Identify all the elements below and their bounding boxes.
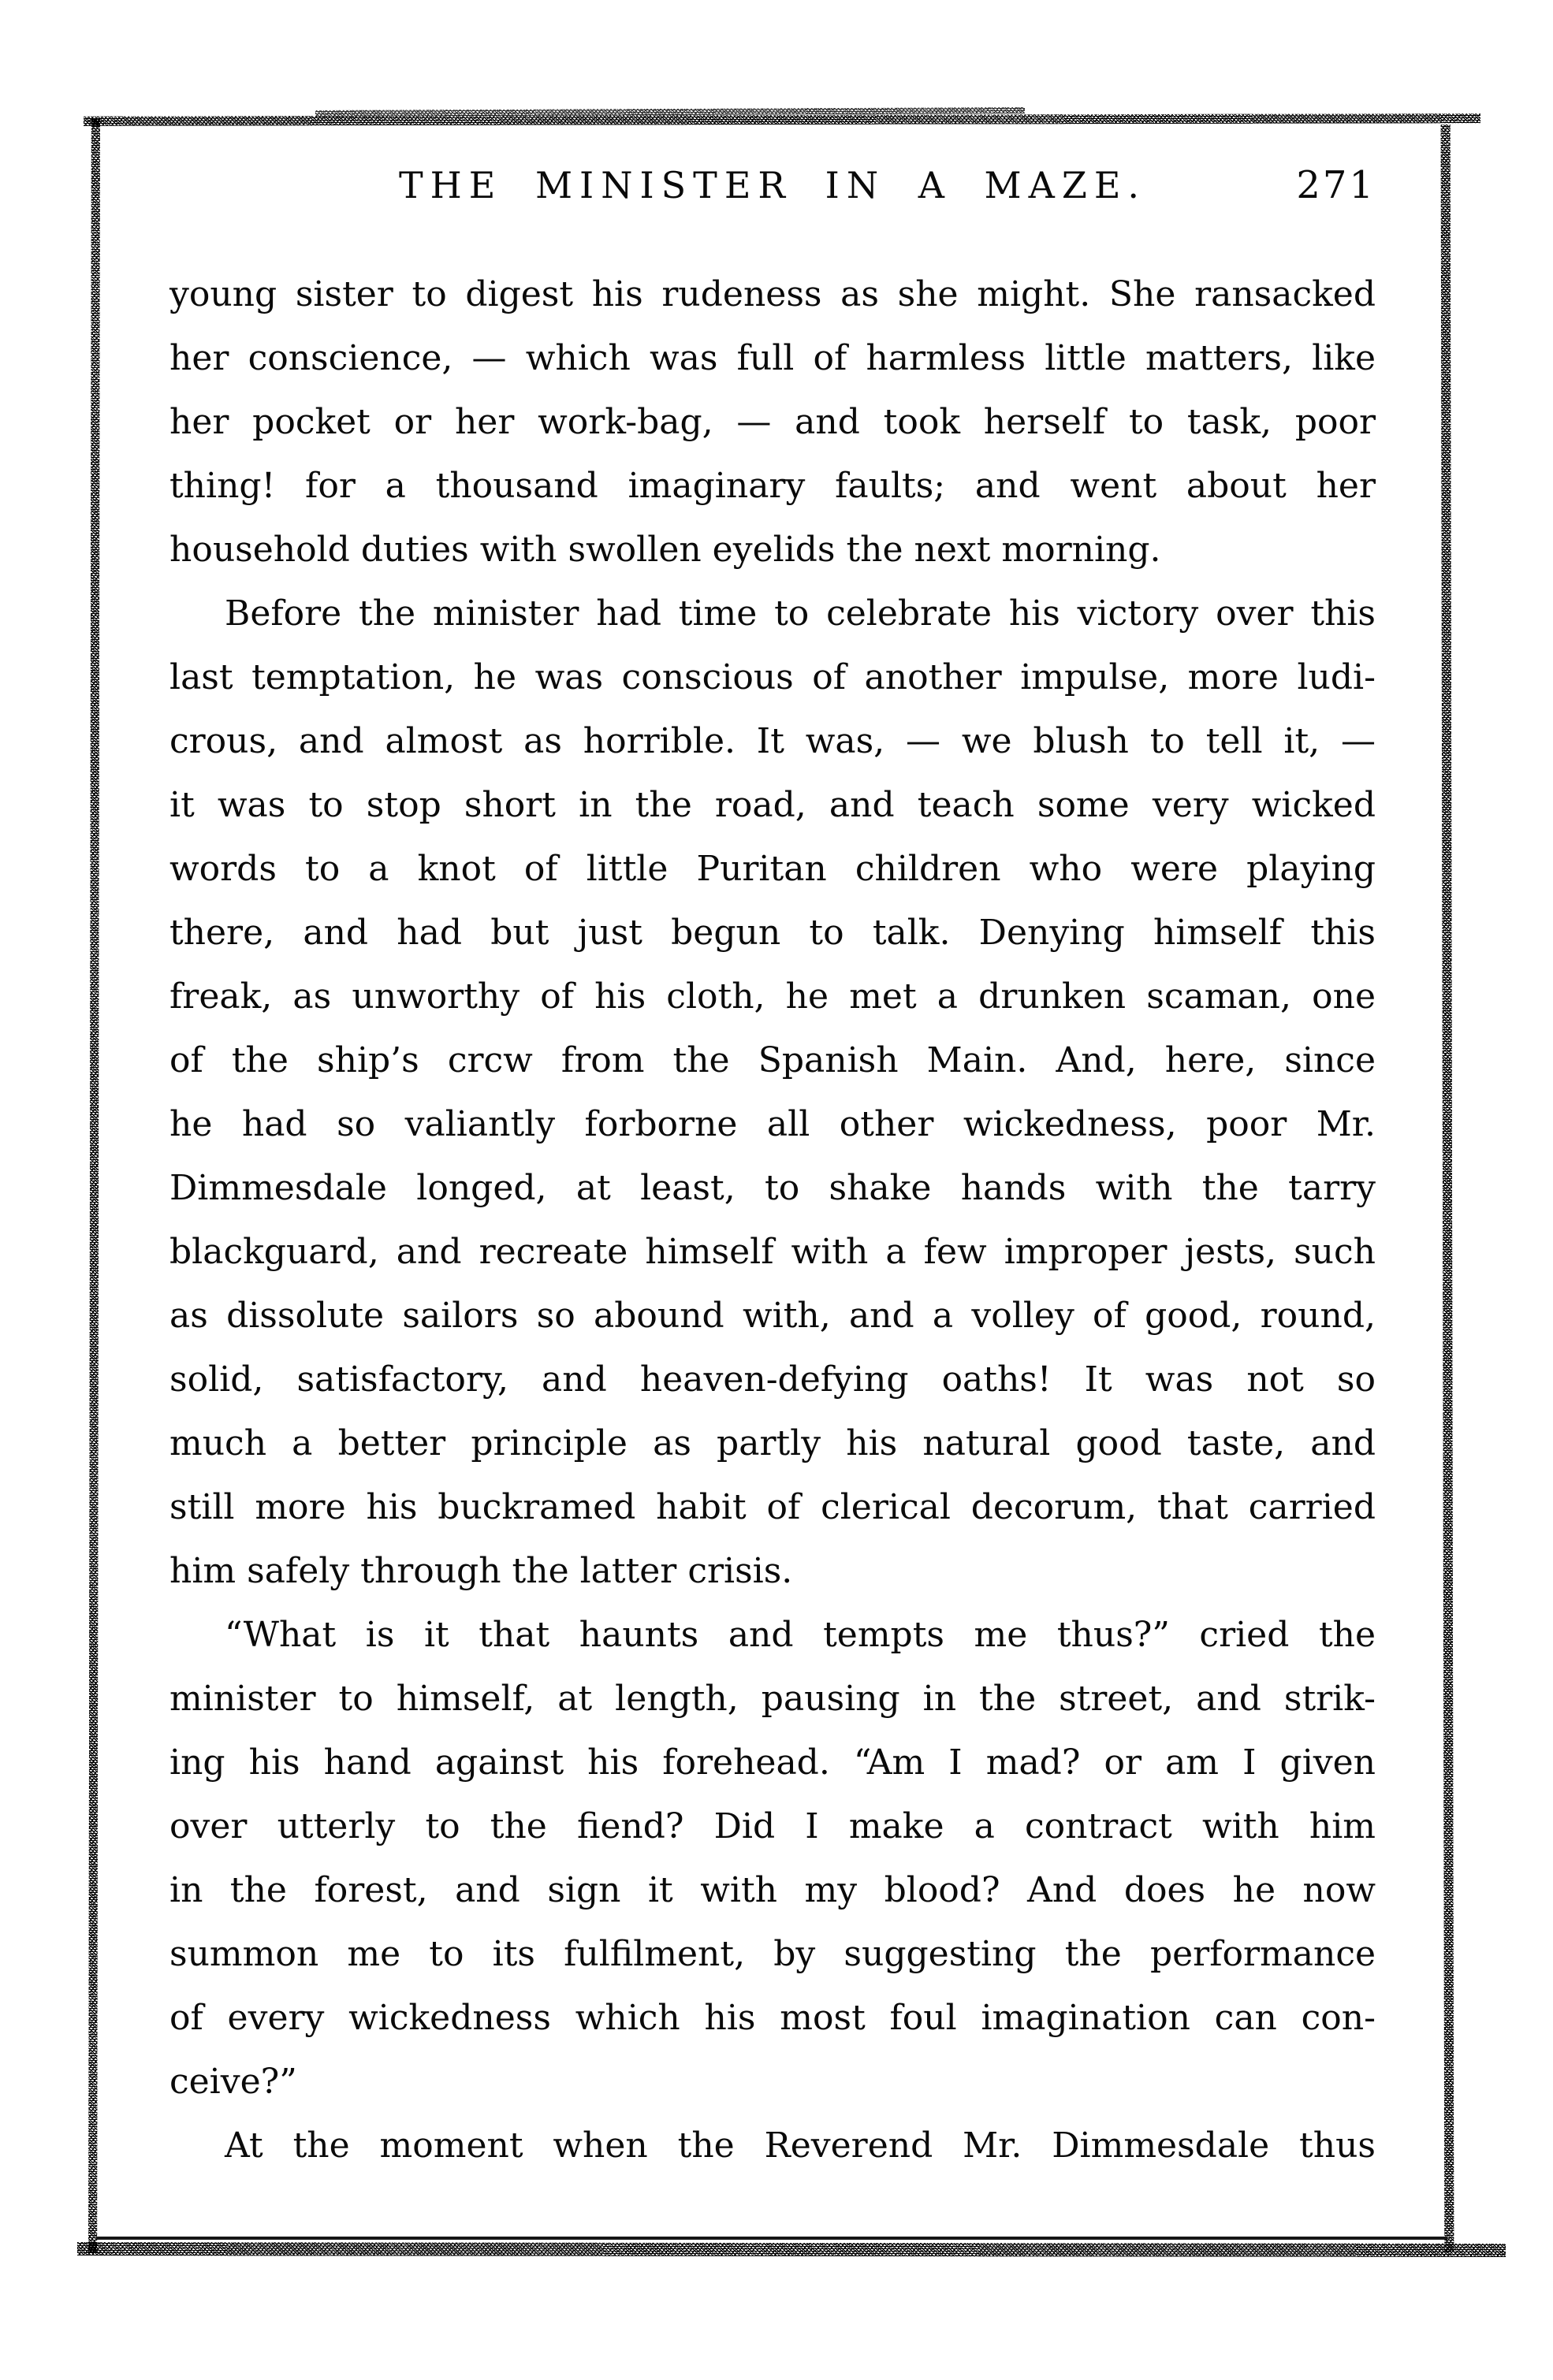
text-line: young sister to digest his rudeness as she might. She ransacked	[169, 274, 1376, 314]
text-line: ing his hand against his forehead. “Am I mad? or am I given	[169, 1742, 1376, 1783]
page-border-right	[1441, 125, 1454, 2252]
page-edge-shadow-bottom	[77, 2242, 1506, 2257]
text-line: him safely through the latter crisis.	[169, 1551, 793, 1591]
text-line: “What is it that haunts and tempts me thus?” cried the	[225, 1615, 1376, 1655]
text-line: last temptation, he was conscious of another impulse, more ludi-	[169, 657, 1376, 697]
text-line: there, and had but just begun to talk. Denying himself this	[169, 913, 1376, 953]
chapter-title: THE MINISTER IN A MAZE.	[398, 164, 1147, 206]
text-line: thing! for a thousand imaginary faults; and went about her	[169, 466, 1376, 506]
text-line: her conscience, — which was full of harmless little matters, like	[169, 338, 1376, 378]
text-line: of every wickedness which his most foul imagination can con-	[169, 1998, 1376, 2038]
text-line: blackguard, and recreate himself with a few improper jests, such	[169, 1232, 1376, 1272]
page-border-bottom	[96, 2237, 1447, 2240]
text-line: as dissolute sailors so abound with, and a volley of good, round,	[169, 1296, 1376, 1336]
text-line: words to a knot of little Puritan children who were playing	[169, 849, 1376, 889]
text-line: over utterly to the fiend? Did I make a contract with him	[169, 1806, 1376, 1846]
page-number: 271	[1296, 163, 1376, 207]
text-line: solid, satisfactory, and heaven-defying oaths! It was not so	[169, 1359, 1376, 1400]
text-line: he had so valiantly forborne all other wickedness, poor Mr.	[169, 1104, 1376, 1144]
page-border-left	[88, 118, 100, 2252]
text-line: minister to himself, at length, pausing in the street, and strik-	[169, 1679, 1376, 1719]
text-line: crous, and almost as horrible. It was, — we blush to tell it, —	[169, 721, 1376, 761]
body-text	[169, 262, 1376, 2177]
text-line: much a better principle as partly his natural good taste, and	[169, 1423, 1376, 1463]
text-line: freak, as unworthy of his cloth, he met a drunken scaman, one	[169, 976, 1376, 1017]
text-line: household duties with swollen eyelids the next morning.	[169, 530, 1161, 570]
running-header	[169, 160, 1376, 210]
text-line: Before the minister had time to celebrate his victory over this	[225, 593, 1376, 634]
text-line: her pocket or her work-bag, — and took herself to task, poor	[169, 402, 1376, 442]
text-line: in the forest, and sign it with my blood? And does he now	[169, 1870, 1376, 1910]
text-line: At the moment when the Reverend Mr. Dimmesdale thus	[225, 2125, 1376, 2166]
text-line: still more his buckramed habit of clerical decorum, that carried	[169, 1487, 1376, 1527]
text-line: it was to stop short in the road, and teach some very wicked	[169, 785, 1376, 825]
text-line: Dimmesdale longed, at least, to shake hands with the tarry	[169, 1168, 1376, 1208]
text-line: summon me to its fulfilment, by suggesting the performance	[169, 1934, 1376, 1974]
text-line: ceive?”	[169, 2062, 297, 2102]
page-border-top	[84, 113, 1480, 126]
text-line: of the ship’s crcw from the Spanish Main. And, here, since	[169, 1040, 1376, 1080]
